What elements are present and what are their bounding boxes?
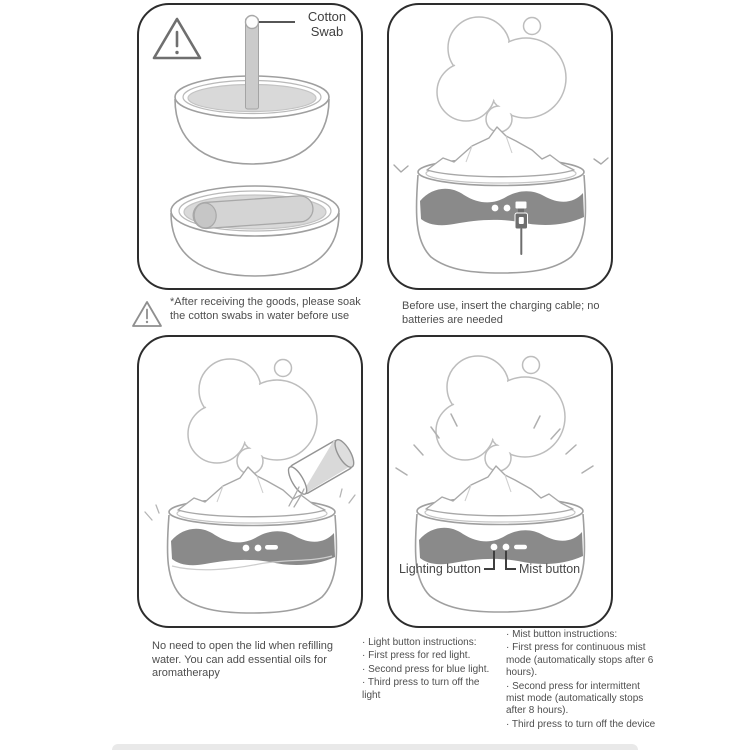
bowl-lower — [171, 186, 339, 276]
panel-charging — [387, 3, 613, 290]
charging-illustration — [389, 5, 611, 288]
soak-illustration — [139, 5, 361, 288]
instruction-line: · Second press for intermittent mist mode (automatically stops after 8 hours). — [506, 680, 644, 717]
mode-dash-button — [265, 545, 278, 550]
warning-triangle-icon — [154, 19, 200, 58]
mist-cloud — [188, 359, 317, 474]
cotton-swab — [246, 16, 259, 110]
sparkle-left — [145, 505, 159, 520]
rim-chevron-right — [594, 158, 608, 164]
panel-buttons — [387, 335, 613, 628]
humidifier — [415, 466, 584, 612]
instruction-line: · Third press to turn off the device — [506, 718, 656, 730]
refill-illustration — [139, 337, 361, 626]
panel-soak-swabs — [137, 3, 363, 290]
lighting-button-label: Lighting button — [398, 562, 481, 576]
next-section-edge — [112, 744, 638, 750]
instruction-line: · Mist button instructions: — [506, 629, 618, 640]
sparkle-right — [340, 489, 355, 503]
mist-button-instructions — [506, 629, 658, 732]
instruction-line: · Second press for blue light. — [362, 663, 490, 675]
caption-charge: Before use, insert the charging cable; no batteries are needed — [402, 300, 600, 326]
instruction-line: · Third press to turn off the light — [362, 677, 480, 701]
instruction-line: · First press for continuous mist mode (automatically stops after 6 hours). — [506, 642, 654, 679]
mist-cloud — [437, 17, 566, 132]
buttons-illustration — [389, 337, 611, 626]
mode-dash-button — [514, 545, 527, 550]
light-button-instructions — [362, 637, 500, 703]
instruction-line: · First press for red light. — [362, 650, 471, 662]
humidifier — [416, 127, 585, 273]
cotton-swab-label: Cotton Swab — [307, 9, 347, 39]
rim-chevron-left — [394, 165, 408, 172]
warning-triangle-icon — [130, 298, 164, 329]
instruction-line: · Light button instructions: — [362, 637, 477, 648]
mist-cloud — [436, 356, 565, 471]
panel-refill-water — [137, 335, 363, 628]
mist-button-label: Mist button — [519, 562, 581, 576]
caption-refill: No need to open the lid when refilling water. You can add essential oils for aromatherapy — [152, 640, 334, 679]
caption-soak: *After receiving the goods, please soak the cotton swabs in water before use — [170, 296, 361, 322]
